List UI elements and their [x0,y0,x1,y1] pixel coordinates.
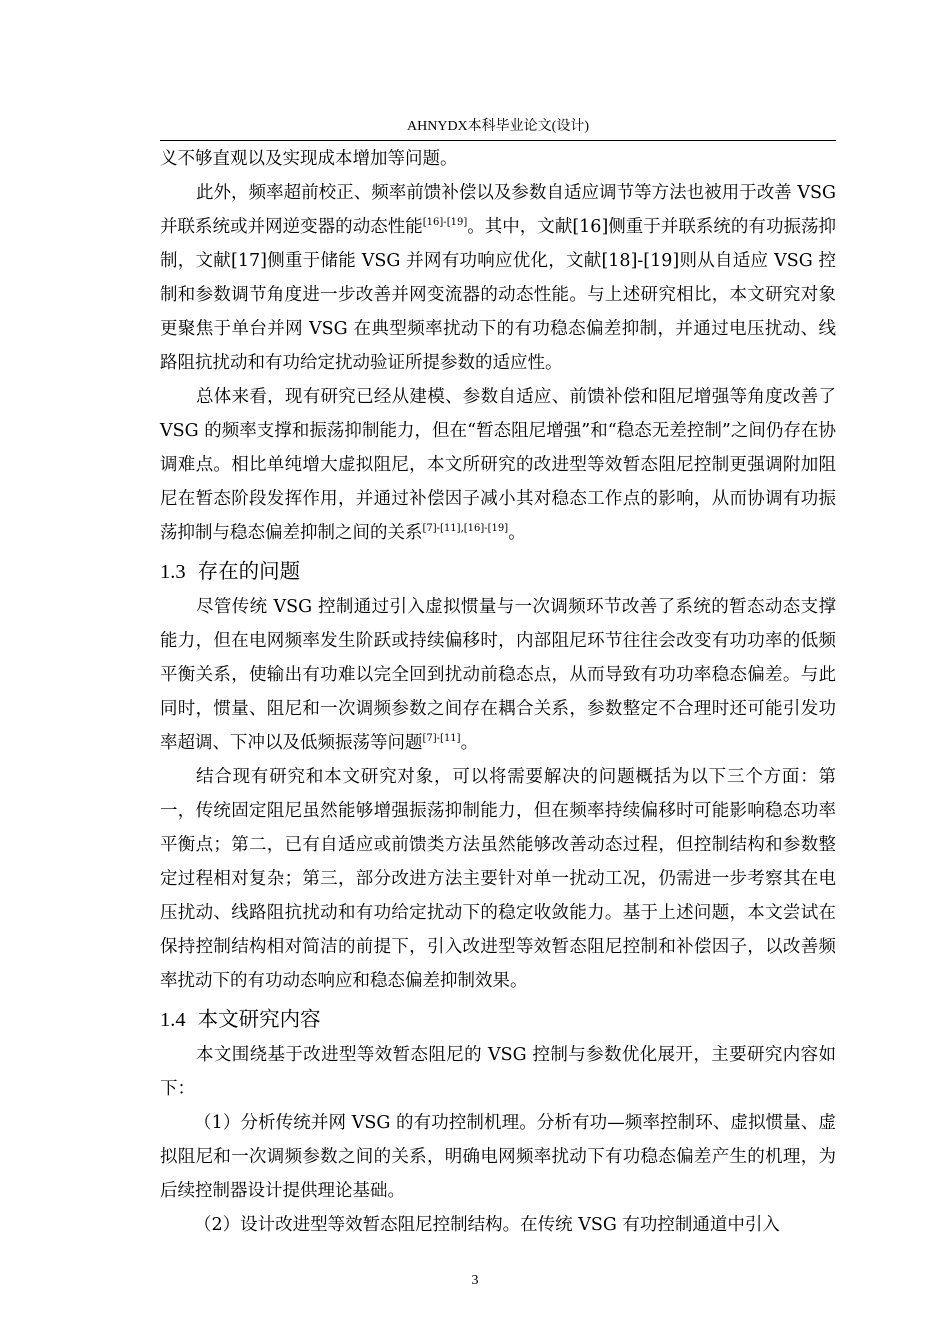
section-title: 存在的问题 [197,559,301,583]
citation: [7]-[11],[16]-[19] [422,523,509,535]
section-number: 1.3 [160,561,186,583]
running-header: AHNYDX本科毕业论文(设计) [407,119,589,134]
citation: [7]-[11] [422,733,461,745]
body-text [160,142,836,1242]
paragraph-text: 此外，频率超前校正、频率前馈补偿以及参数自适应调节等方法也被用于改善 VSG 并联系统或并网逆变器的动态性能 [160,183,836,237]
list-item: （2）设计改进型等效暂态阻尼控制结构。在传统 VSG 有功控制通道中引入 [194,1215,780,1235]
paragraph-text: 。 [460,733,479,753]
paragraph: 结合现有研究和本文研究对象，可以将需要解决的问题概括为以下三个方面：第一，传统固定阻尼虽然能够增强振荡抑制能力，但在频率持续偏移时可能影响稳态功率平衡点；第二，已有自适应或前馈类方法虽然能够改善动态过程，但控制结构和参数整定过程相对复杂；第三，部分改进方法主要针对单一扰动工况，仍需进一步考察其在电压扰动、线路阻抗扰动和有功给定扰动下的稳定收敛能力。基于上述问题，本文尝试在保持控制结构相对简洁的前提下，引入改进型等效暂态阻尼控制和补偿因子，以改善频率扰动下的有功动态响应和稳态偏差抑制效果。 [160,767,836,991]
section-heading [160,552,836,590]
page-number: 3 [471,1273,479,1288]
list-item: （1）分析传统并网 VSG 的有功控制机理。分析有功—频率控制环、虚拟惯量、虚拟阻尼和一次调频参数之间的关系，明确电网频率扰动下有功稳态偏差产生的机理，为后续控制器设计提供理论基础。 [160,1113,836,1201]
section-number: 1.4 [160,1009,186,1031]
paragraph-text: 。 [508,523,526,543]
paragraph-text: 。其中，文献[16]侧重于并联系统的有功振荡抑制，文献[17]侧重于储能 VSG 并网有功响应优化，文献[18]-[19]则从自适应 VSG 控制和参数调节角度进一步改善并网变流器的动态性能。与上述研究相比，本文研究对象更聚焦于单台并网 VSG 在典型频率扰动下的有功稳态偏差抑制，并通过电压扰动、线路阻抗扰动和有功给定扰动验证所提参数的适应性。 [160,217,837,373]
paragraph-text: 尽管传统 VSG 控制通过引入虚拟惯量与一次调频环节改善了系统的暂态动态支撑能力，但在电网频率发生阶跃或持续偏移时，内部阻尼环节往往会改变有功功率的低频平衡关系，使输出有功难以完全回到扰动前稳态点，从而导致有功功率稳态偏差。与此同时，惯量、阻尼和一次调频参数之间存在耦合关系，参数整定不合理时还可能引发功率超调、下冲以及低频振荡等问题 [160,597,836,753]
paragraph: 义不够直观以及实现成本增加等问题。 [160,149,458,169]
paragraph-text: 总体来看，现有研究已经从建模、参数自适应、前馈补偿和阻尼增强等角度改善了 VSG 的频率支撑和振荡抑制能力，但在“暂态阻尼增强”和“稳态无差控制”之间仍存在协调难点。相比单纯增大虚拟阻尼，本文所研究的改进型等效暂态阻尼控制更强调附加阻尼在暂态阶段发挥作用，并通过补偿因子减小其对稳态工作点的影响，从而协调有功振荡抑制与稳态偏差抑制之间的关系 [160,387,836,543]
paragraph [160,176,836,380]
header-rule [160,140,836,141]
citation: [16]-[19] [422,217,468,229]
paragraph: 本文围绕基于改进型等效暂态阻尼的 VSG 控制与参数优化展开，主要研究内容如下： [160,1045,836,1099]
section-heading [160,1000,836,1038]
paragraph [160,590,836,760]
paragraph [160,380,836,550]
section-title: 本文研究内容 [197,1007,321,1031]
